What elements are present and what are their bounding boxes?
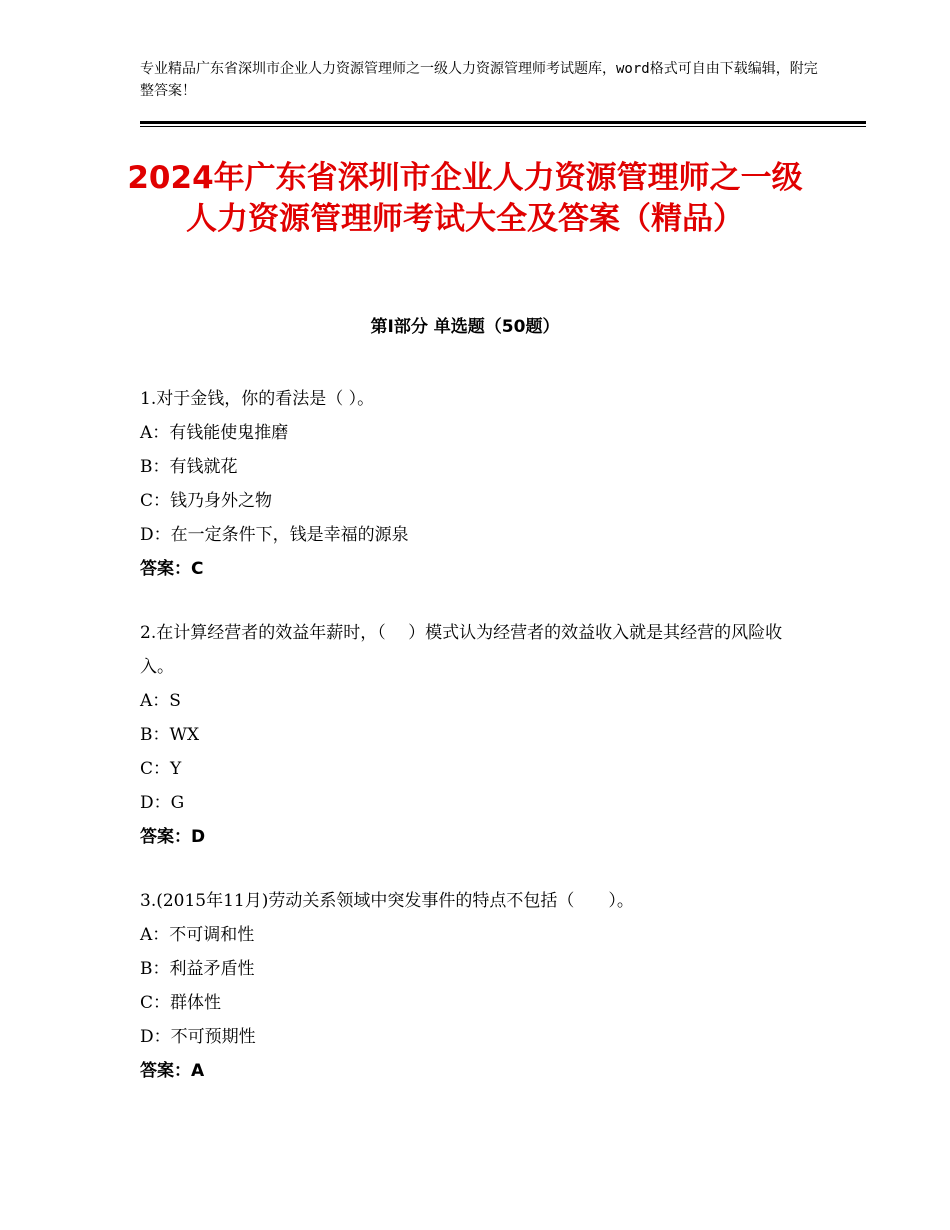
question-stem: 3.(2015年11月)劳动关系领域中突发事件的特点不包括（ ）。 [140, 891, 634, 911]
option-d: D：G [140, 793, 185, 813]
section-title: 第Ⅰ部分 单选题（50题） [370, 317, 560, 337]
question-stem: 1.对于金钱，你的看法是（ ）。 [140, 389, 375, 409]
header-divider [140, 121, 866, 124]
option-b: B：WX [140, 725, 200, 745]
option-b: B：有钱就花 [140, 457, 238, 477]
option-a: A：不可调和性 [140, 925, 255, 945]
answer: 答案：C [140, 559, 204, 579]
header-note: 专业精品广东省深圳市企业人力资源管理师之一级人力资源管理师考试题库，word格式可自由下载编辑，附完整答案！ [140, 61, 818, 99]
header-divider-thin [140, 126, 866, 127]
question-1 [140, 382, 810, 586]
question-3 [140, 884, 810, 1088]
answer: 答案：D [140, 827, 206, 847]
question-list [140, 382, 810, 1118]
option-a: A：有钱能使鬼推磨 [140, 423, 289, 443]
question-2 [140, 616, 810, 854]
option-d: D：在一定条件下，钱是幸福的源泉 [140, 525, 409, 545]
option-a: A：S [140, 691, 181, 711]
document-title: 2024年广东省深圳市企业人力资源管理师之一级人力资源管理师考试大全及答案（精品） [127, 160, 803, 237]
answer: 答案：A [140, 1061, 205, 1081]
option-c: C：钱乃身外之物 [140, 491, 273, 511]
option-c: C：Y [140, 759, 182, 779]
question-stem: 2.在计算经营者的效益年薪时，（ ）模式认为经营者的效益收入就是其经营的风险收入。 [140, 623, 783, 677]
option-c: C：群体性 [140, 993, 222, 1013]
option-b: B：利益矛盾性 [140, 959, 255, 979]
option-d: D：不可预期性 [140, 1027, 256, 1047]
